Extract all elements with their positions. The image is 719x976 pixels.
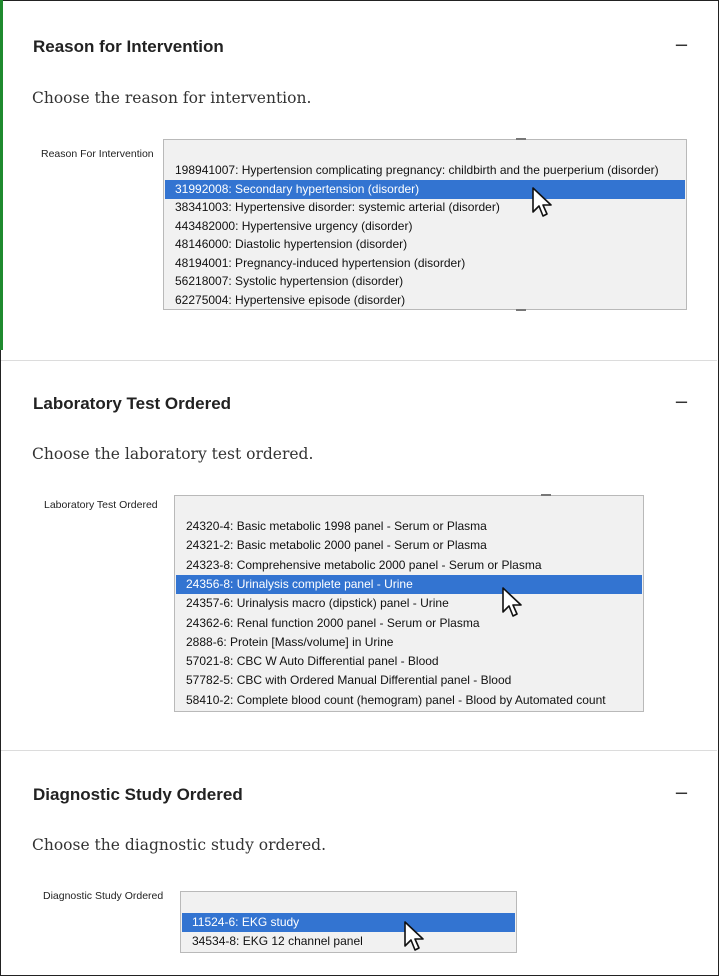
section-title-diagnostic: Diagnostic Study Ordered	[33, 785, 243, 804]
listbox-option[interactable]: 58410-2: Complete blood count (hemogram) panel - Blood by Automated count	[186, 692, 606, 707]
section-divider	[1, 750, 717, 751]
listbox-tick	[516, 138, 526, 140]
listbox-option[interactable]: 56218007: Systolic hypertension (disorder)	[175, 274, 404, 288]
listbox-option[interactable]: 24356-8: Urinalysis complete panel - Urine	[176, 575, 642, 594]
listbox-option[interactable]: 48194001: Pregnancy-induced hypertension (disorder)	[175, 255, 466, 270]
listbox-option[interactable]: 48146000: Diastolic hypertension (disorder)	[175, 237, 408, 251]
mouse-pointer-icon	[403, 920, 429, 954]
section-title-reason: Reason for Intervention	[33, 37, 224, 56]
listbox-option[interactable]: 24320-4: Basic metabolic 1998 panel - Serum or Plasma	[186, 519, 487, 533]
collapse-icon[interactable]: −	[673, 783, 689, 804]
section-description: Choose the laboratory test ordered.	[32, 445, 314, 463]
lab-test-listbox[interactable]	[174, 495, 644, 712]
listbox-option[interactable]: 57782-5: CBC with Ordered Manual Differential panel - Blood	[186, 673, 512, 688]
section-divider	[1, 360, 717, 361]
listbox-option[interactable]: 443482000: Hypertensive urgency (disorder)	[175, 218, 413, 233]
listbox-tick	[541, 494, 551, 496]
section-title-lab: Laboratory Test Ordered	[33, 394, 232, 413]
listbox-option[interactable]: 198941007: Hypertension complicating pregnancy: childbirth and the puerperium (disorder)	[175, 163, 659, 177]
listbox-option[interactable]: 34534-8: EKG 12 channel panel	[192, 934, 363, 948]
collapse-icon[interactable]: −	[673, 35, 689, 56]
section-description: Choose the diagnostic study ordered.	[32, 836, 327, 854]
listbox-option[interactable]: 24323-8: Comprehensive metabolic 2000 panel - Serum or Plasma	[186, 557, 542, 572]
reason-listbox[interactable]	[163, 139, 687, 310]
collapse-icon[interactable]: −	[673, 392, 689, 413]
listbox-option[interactable]: 38341003: Hypertensive disorder: systemic arterial (disorder)	[175, 200, 500, 214]
listbox-option[interactable]: 62275004: Hypertensive episode (disorder)	[175, 292, 406, 307]
active-section-indicator	[0, 0, 3, 350]
listbox-option[interactable]: 57021-8: CBC W Auto Differential panel - Blood	[186, 654, 439, 669]
mouse-pointer-icon	[531, 186, 557, 220]
field-label-diagnostic: Diagnostic Study Ordered	[43, 890, 164, 902]
field-label-lab: Laboratory Test Ordered	[44, 499, 158, 511]
listbox-option[interactable]: 24362-6: Renal function 2000 panel - Serum or Plasma	[186, 615, 480, 630]
field-label-reason: Reason For Intervention	[41, 148, 154, 160]
listbox-option[interactable]: 2888-6: Protein [Mass/volume] in Urine	[186, 634, 394, 649]
listbox-option[interactable]: 24321-2: Basic metabolic 2000 panel - Serum or Plasma	[186, 538, 487, 553]
listbox-option[interactable]: 11524-6: EKG study	[182, 913, 515, 932]
section-description: Choose the reason for intervention.	[32, 89, 312, 107]
listbox-option[interactable]: 31992008: Secondary hypertension (disorder)	[165, 180, 685, 199]
mouse-pointer-icon	[501, 586, 527, 620]
diagnostic-study-listbox[interactable]	[180, 891, 517, 953]
listbox-option[interactable]: 24357-6: Urinalysis macro (dipstick) panel - Urine	[186, 596, 449, 611]
